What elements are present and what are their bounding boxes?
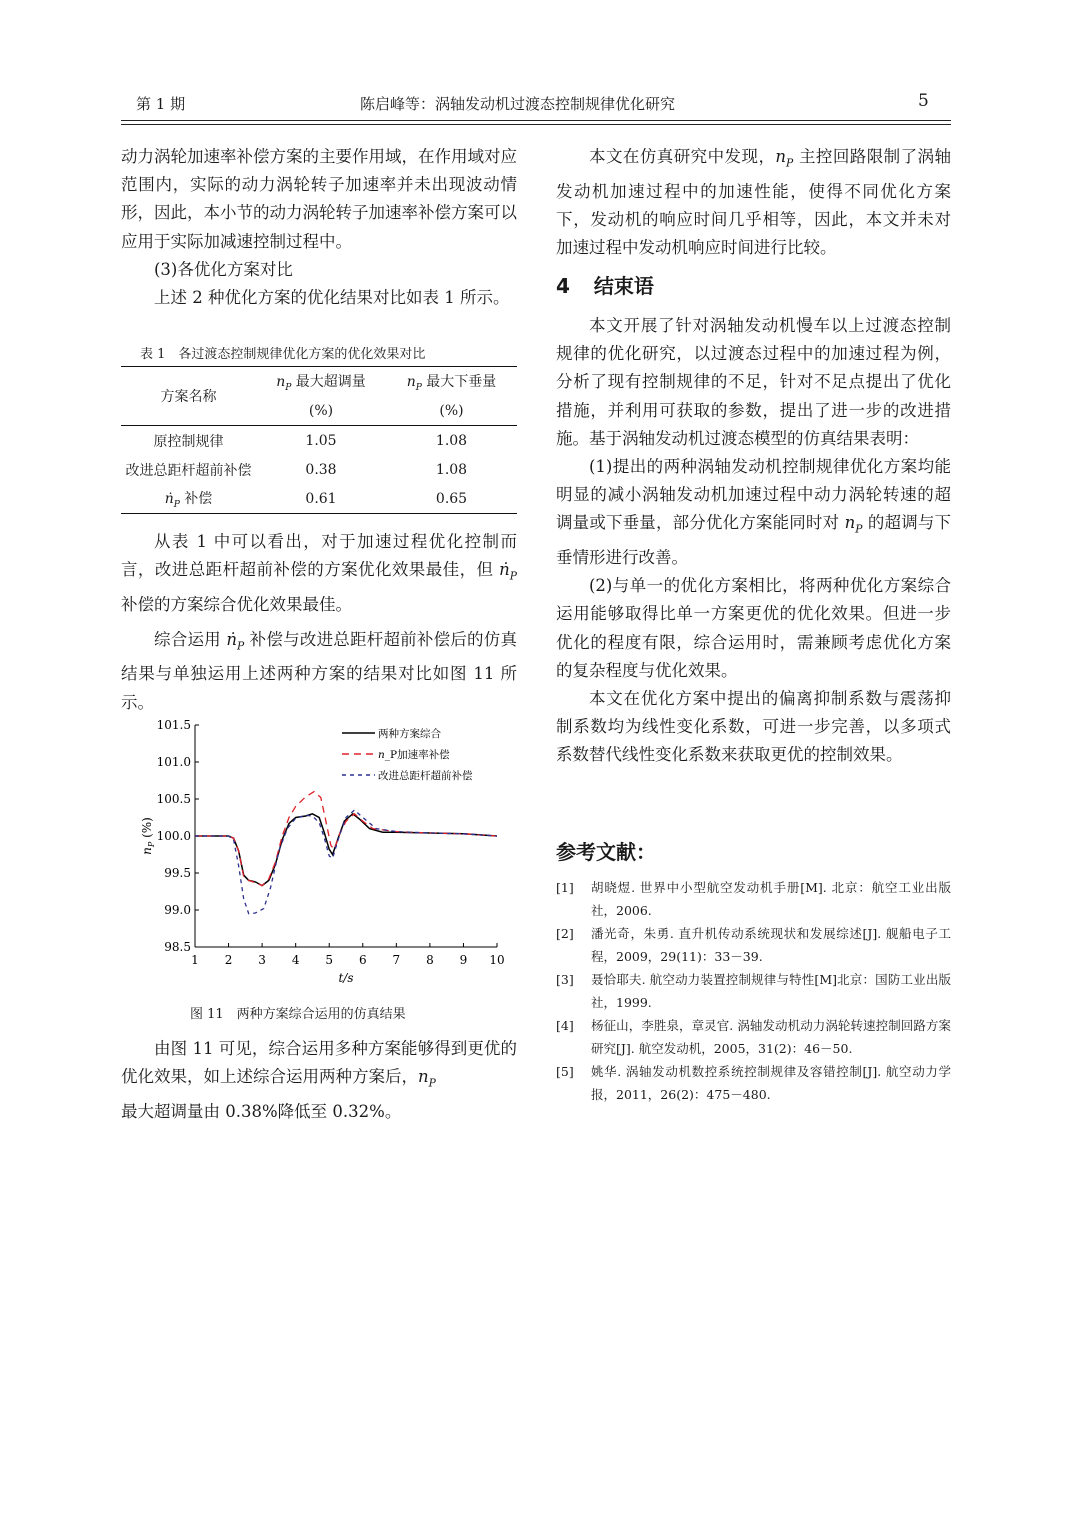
paragraph: 综合运用 ṅ$_P$ 补偿与改进总距杆超前补偿后的仿真结果与单独运用上述两种方案的结果对比如图 11 所示。 — [121, 629, 517, 712]
symbol-n: n — [276, 373, 286, 390]
symbol-sub-p: P — [173, 499, 180, 510]
symbol-sub-p: P — [509, 569, 517, 583]
paragraph: 从表 1 中可以看出，对于加速过程优化控制而言，改进总距杆超前补偿的方案优化效果最佳，但 ṅ$_P$ 补偿的方案综合优化效果最佳。 — [121, 532, 517, 614]
x-tick-label: 7 — [392, 953, 401, 967]
x-tick-label: 3 — [258, 953, 266, 967]
symbol-sub-p: P — [285, 382, 292, 393]
references-heading: 参考文献： — [556, 840, 656, 864]
paragraph: 上述 2 种优化方案的优化结果对比如表 1 所示。 — [154, 288, 510, 308]
table-cell: 1.08 — [435, 432, 468, 449]
right-column-2 — [556, 312, 951, 770]
paragraph: 由图 11 可见，综合运用多种方案能够得到更优的优化效果，如上述综合运用两种方案后，$n_P$ 最大超调量由 0.38%降低至 0.32%。 — [121, 1039, 517, 1121]
page-number: 5 — [918, 91, 929, 111]
table-header-name: 方案名称 — [160, 389, 217, 405]
x-tick-label: 6 — [358, 953, 367, 967]
reference-item: [5] 姚华. 涡轴发动机数控系统控制规律及容错控制[J]. 航空动力学报，2011，26(2)：475－480. — [556, 1064, 951, 1102]
left-column — [121, 143, 517, 312]
header-rule-2 — [121, 124, 951, 125]
x-tick-label: 10 — [489, 953, 505, 967]
y-axis-label: $n_P$ (%) — [140, 817, 156, 855]
section-4-heading — [556, 270, 654, 299]
symbol-n: n — [418, 1067, 429, 1087]
table-cell: 0.61 — [305, 490, 337, 507]
table-cell: 1.08 — [435, 461, 468, 478]
table-unit: (%) — [308, 402, 334, 419]
symbol-sub-p: P — [237, 639, 245, 653]
reference-item: [1] 胡晓煜. 世界中小型航空发动机手册[M]. 北京：航空工业出版社，2006. — [556, 880, 951, 918]
y-tick-label: 99.0 — [164, 903, 191, 917]
subheading-3: (3)各优化方案对比 — [154, 259, 293, 279]
symbol-ndot: ṅ — [226, 629, 237, 649]
y-tick-label: 100.5 — [156, 792, 191, 806]
header-title: 陈启峰等：涡轴发动机过渡态控制规律优化研究 — [360, 95, 676, 113]
right-column — [556, 143, 951, 262]
table-cell: 原控制规律 — [153, 433, 224, 450]
paragraph: 动力涡轮加速率补偿方案的主要作用域，在作用域对应范围内，实际的动力涡轮转子加速率并未出现波动情形，因此，本小节的动力涡轮转子加速率补偿方案可以应用于实际加减速控制过程中。 — [121, 147, 517, 251]
paragraph: 本文在优化方案中提出的偏离抑制系数与震荡抑制系数均为线性变化系数，可进一步完善，以多项式系数替代线性变化系数来获取更优的控制效果。 — [556, 688, 951, 765]
legend-label: n_P加速率补偿 — [378, 749, 450, 761]
symbol-n: n — [844, 513, 856, 533]
symbol-n: n — [406, 373, 416, 390]
x-tick-label: 9 — [459, 953, 468, 967]
figure-11-chart — [121, 710, 517, 995]
header-issue: 第 1 期 — [136, 95, 186, 113]
symbol-ndot: ṅ — [499, 560, 510, 580]
table-cell: 1.05 — [305, 432, 337, 449]
table-caption: 表 1 各过渡态控制规律优化方案的优化效果对比 — [140, 347, 426, 362]
symbol-sub-p: P — [855, 522, 863, 536]
left-column-2 — [121, 528, 517, 717]
symbol-sub-p: P — [415, 382, 422, 393]
series-line-2 — [195, 792, 497, 886]
x-tick-label: 1 — [191, 953, 199, 967]
table-row — [121, 426, 517, 456]
x-tick-label: 4 — [291, 953, 300, 967]
section-number: 4 — [556, 274, 570, 298]
x-tick-label: 8 — [426, 953, 434, 967]
symbol-sub-p: P — [428, 1076, 436, 1090]
figure-caption: 图 11 两种方案综合运用的仿真结果 — [190, 1007, 406, 1022]
table-header-overshoot: $n_P$ 最大超调量 — [276, 373, 366, 393]
references-list — [556, 876, 951, 1106]
table-cell: 0.65 — [435, 490, 468, 507]
paragraph: 本文开展了针对涡轴发动机慢车以上过渡态控制规律的优化研究，以过渡态过程中的加速过程为例，分析了现有控制规律的不足，针对不足点提出了优化措施，并利用可获取的参数，提出了进一步的改进措施。基于涡轴发动机过渡态模型的仿真结果表明： — [556, 316, 951, 448]
section-title: 结束语 — [593, 274, 654, 298]
y-tick-label: 98.5 — [164, 940, 191, 954]
y-tick-label: 99.5 — [164, 866, 191, 880]
reference-item: [4] 杨征山，李胜泉，章灵官. 涡轴发动机动力涡轮转速控制回路方案研究[J]. 航空发动机，2005，31(2)：46－50. — [556, 1018, 951, 1056]
table-row — [121, 484, 517, 513]
table-1 — [121, 366, 517, 514]
symbol-ndot: ṅ — [164, 490, 174, 507]
left-column-3 — [121, 1035, 517, 1126]
table-row — [121, 455, 517, 484]
symbol-sub-p: P — [786, 156, 794, 170]
legend-label: 改进总距杆超前补偿 — [378, 770, 473, 782]
table-header-droop: $n_P$ 最大下垂量 — [406, 373, 497, 393]
symbol-n: n — [775, 147, 787, 166]
table-cell: ṅ$_P$ 补偿 — [164, 490, 213, 510]
x-tick-label: 2 — [224, 953, 233, 967]
table-unit: (%) — [439, 402, 464, 419]
reference-item: [2] 潘光奇，朱勇. 直升机传动系统现状和发展综述[J]. 舰船电子工程，2009，29(11)：33－39. — [556, 926, 951, 964]
paragraph: (2)与单一的优化方案相比，将两种优化方案综合运用能够取得比单一方案更优的优化效果。但进一步优化的程度有限，综合运用时，需兼顾考虑优化方案的复杂程度与优化效果。 — [556, 576, 951, 680]
legend-label: 两种方案综合 — [378, 728, 441, 740]
y-tick-label: 101.0 — [156, 755, 191, 769]
header-rule — [121, 120, 951, 121]
reference-item: [3] 聂恰耶夫. 航空动力装置控制规律与特性[M]北京：国防工业出版社，1999. — [556, 972, 951, 1010]
table-cell: 改进总距杆超前补偿 — [125, 462, 252, 479]
paragraph: (1)提出的两种涡轴发动机控制规律优化方案均能明显的减小涡轴发动机加速过程中动力涡轮转速的超调量或下垂量，部分优化方案能同时对 $n_P$ 的超调与下垂情形进行改善。 — [556, 457, 952, 567]
x-axis-label: t/s — [338, 971, 354, 985]
y-tick-label: 100.0 — [156, 829, 191, 843]
table-cell: 0.38 — [305, 461, 337, 478]
y-tick-label: 101.5 — [156, 718, 191, 732]
x-tick-label: 5 — [325, 953, 334, 967]
paragraph: 本文在仿真研究中发现，$n_P$ 主控回路限制了涡轴发动机加速过程中的加速性能，使得不同优化方案下，发动机的响应时间几乎相等，因此，本文并未对加速过程中发动机响应时间进行比较。 — [556, 147, 951, 257]
